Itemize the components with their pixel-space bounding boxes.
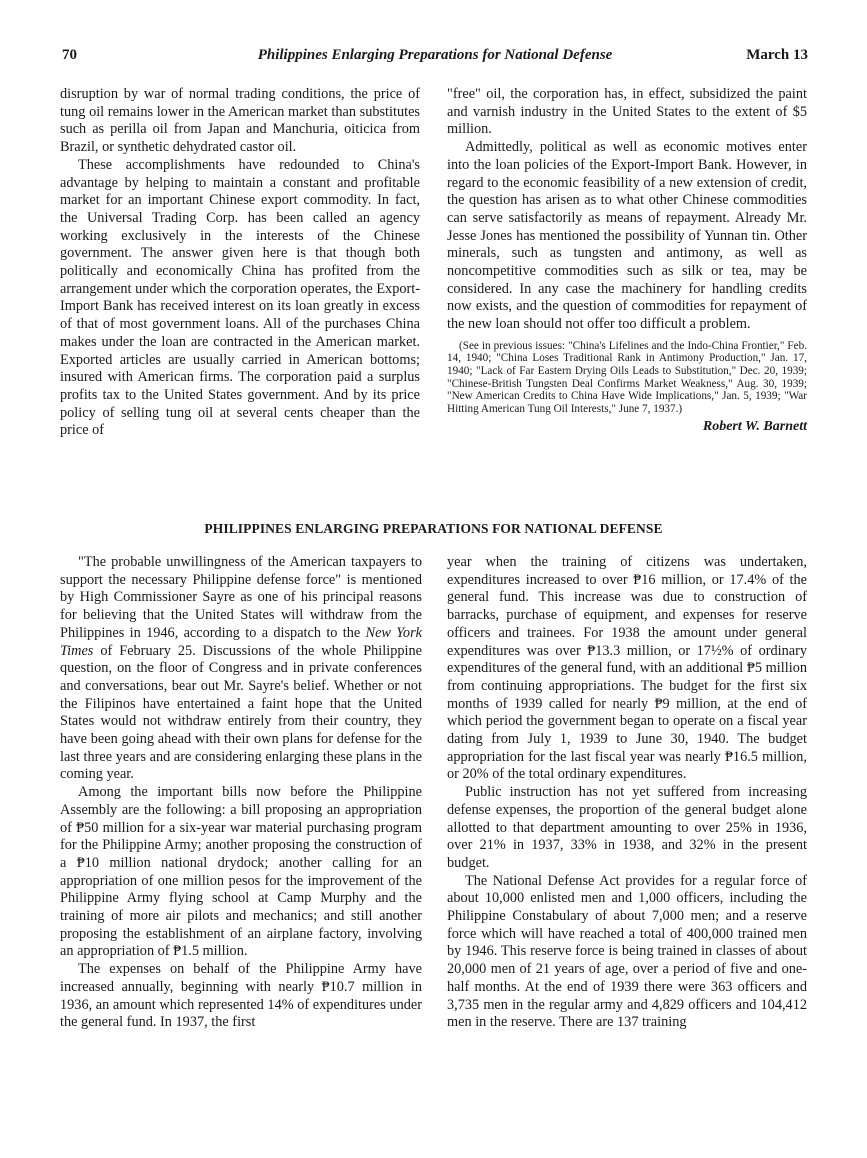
article-left-column	[60, 554, 422, 1032]
running-title: Philippines Enlarging Preparations for National Defense	[257, 47, 613, 63]
issue-date: March 13	[746, 47, 808, 63]
newspaper-name: New York Times	[60, 624, 422, 659]
author-signature: Robert W. Barnett	[702, 419, 807, 435]
paragraph: The National Defense Act provides for a regular force of about 10,000 enlisted men and 1,000 officers, including the Philippine Constabulary of about 7,000 men; and a reserve force which will have reached a total of 400,000 trained men by 1946. This reserve force is being trained in classes of about 20,000 men of 21 years of age, over a period of five and one-half months. At the end of 1939 there were 363 officers and 3,735 men in the regular army and 4,829 officers and 104,412 men in the reserve. There are 137 training	[447, 872, 807, 1031]
paragraph: "free" oil, the corporation has, in effect, subsidized the paint and varnish industry in the United States to the extent of $5 million.	[447, 86, 807, 138]
paragraph	[60, 554, 422, 784]
paragraph: These accomplishments have redounded to China's advantage by helping to maintain a constant and profitable market for an important Chinese export commodity. In fact, the Universal Trading Corp. has been called an agency working exclusively in the interests of the Chinese government. The answer given here is that though both politically and economically China has profited from the arrangement under which the corporation operates, the Export-Import Bank has received interest on its loan greatly in excess of that of most government loans. All of the purchases China makes under the loan are contracted in the American market. Exported articles are usually carried in American bottoms; insured with American firms. The corporation paid a surplus profits tax to the United States government. And by its price policy of selling tung oil at several cents cheaper than the price of	[60, 156, 420, 439]
paragraph-text: of February 25. Discussions of the whole Philippine question, on the floor of Congress and in private conferences and conversations, bear out Mr. Sayre's belief. Whether or not the Filipinos have entertained a faint hope that the United States would not withdraw entirely from their country, they have been going ahead with their own plans for defense for the last three years and are considering enlarging these plans in the coming year.	[60, 642, 422, 783]
prev-article-left-column	[60, 86, 420, 440]
previous-issues-note: (See in previous issues: "China's Lifelines and the Indo-China Frontier," Feb. 14, 1940; "China Loses Traditional Rank in Antimony Production," Jan. 17, 1940; "Lack of Far Eastern Drying Oils Leads to Substitution," Dec. 20, 1939; "Chinese-British Tungsten Deal Confirms Market Weakness," Aug. 30, 1939; "New American Credits to China Have Wide Implications," Jan. 5, 1939; "War Hitting American Tung Oil Interests," June 7, 1937.)	[447, 339, 807, 415]
paragraph: The expenses on behalf of the Philippine Army have increased annually, beginning with nearly ₱10.7 million in 1936, an amount which represented 14% of expenditures under the general fund. In 1937, the first	[60, 961, 422, 1031]
paragraph-text: "The probable unwillingness of the American taxpayers to support the necessary Philippine defense force" is mentioned by High Commissioner Sayre as one of his principal reasons for believing that the United States will withdraw from the Philippines in 1946, according to a dispatch to the	[60, 554, 422, 641]
paragraph: disruption by war of normal trading conditions, the price of tung oil remains lower in the American market than substitutes such as perilla oil from Japan and Manchuria, oiticica from Brazil, or synthetic dehydrated castor oil.	[60, 86, 420, 156]
article-right-column	[447, 554, 807, 1032]
paragraph: year when the training of citizens was undertaken, expenditures increased to over ₱16 million, or 17.4% of the general fund. This increase was due to construction of barracks, purchase of equipment, and expenses for reserve officers and trainees. For 1938 the amount under general expenditures was over ₱13.3 million, or 17½% of ordinary expenditures of the general fund, with an additional ₱5 million from continuing appropriations. The budget for the first six months of 1939 called for nearly ₱9 million, at the end of which period the government began to operate on a fiscal year dating from July 1, 1939 to June 30, 1940. The budget appropriation for the last fiscal year was nearly ₱16.5 million, or 20% of the total ordinary expenditures.	[447, 554, 807, 783]
page-number: 70	[62, 47, 77, 63]
paragraph: Public instruction has not yet suffered from increasing defense expenses, the proportion of the general budget alone allotted to that department amounting to over 25% in 1936, over 21% in 1937, 33% in 1938, and 32% in the present budget.	[447, 784, 807, 871]
paragraph: Admittedly, political as well as economic motives enter into the loan policies of the Export-Import Bank. However, in regard to the economic feasibility of a new extension of credit, the question has arisen as to what other Chinese commodities can serve satisfactorily as means of repayment. Already Mr. Jesse Jones has mentioned the possibility of Yunnan tin. Other minerals, such as tungsten and antimony, as well as noncompetitive commodities such as silk or tea, may be considered. In any case the machinery for handling credits now exists, and the question of commodities for repayment of the new loan should not offer too difficult a problem.	[447, 139, 807, 333]
article-title: PHILIPPINES ENLARGING PREPARATIONS FOR NATIONAL DEFENSE	[204, 521, 663, 536]
prev-article-right-column	[447, 86, 807, 436]
page-header	[62, 47, 808, 67]
paragraph: Among the important bills now before the Philippine Assembly are the following: a bill proposing an appropriation of ₱50 million for a six-year war material purchasing program for the Philippine Army; another proposing the construction of a ₱10 million national drydock; another calling for an appropriation of one million pesos for the improvement of the Philippine Army flying school at Camp Murphy and the training of more air pilots and mechanics; and still another proposing the establishment of an airplane factory, involving an appropriation of ₱1.5 million.	[60, 784, 422, 960]
